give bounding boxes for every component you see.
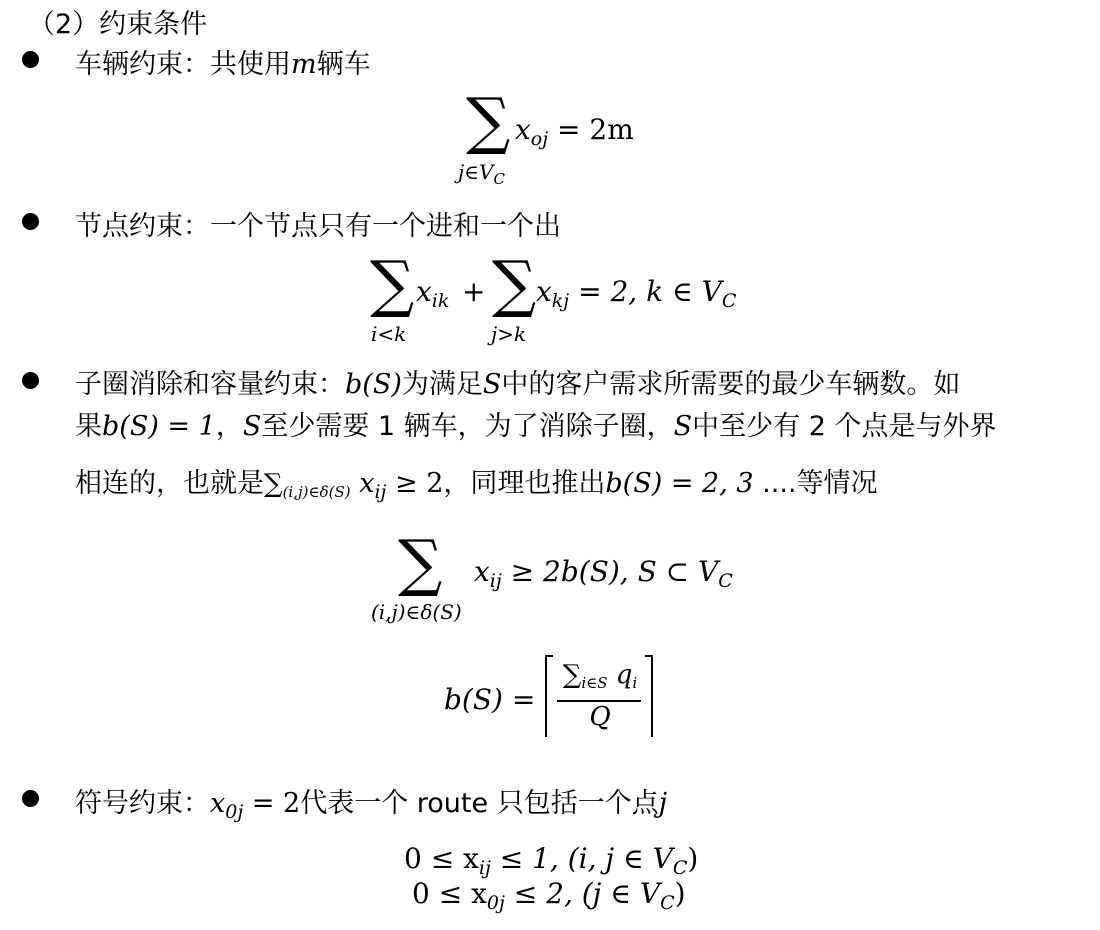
bullet xyxy=(22,372,39,389)
subtour-line-3: 相连的，也就是∑(i,j)∈δ(S) $x_{ij} \ge 2$，同理也推出b(S) = 2, 3 ....等情况 xyxy=(75,468,878,503)
sign-constraint-text: 符号约束：$x_{0j} = 2$代表一个 route 只包括一个点j xyxy=(75,788,668,823)
bullet xyxy=(22,213,39,230)
bullet xyxy=(22,51,39,68)
node-constraint-text: 节点约束：一个节点只有一个进和一个出 xyxy=(75,211,561,242)
sign-equation-2: $0 \le x_{0j} \le 2$, (j ∈ $V_C$) xyxy=(412,877,686,914)
subtour-line-2: 果b(S) = 1，S至少需要 1 辆车，为了消除子圈，S中至少有 2 个点是与外界 xyxy=(75,411,997,442)
subtour-line-1: 子圈消除和容量约束：b(S)为满足S中的客户需求所需要的最少车辆数。如 xyxy=(75,369,961,400)
bullet xyxy=(22,790,39,807)
sign-equation-1: $0 \le x_{ij} \le 1$, (i, j ∈ $V_C$) xyxy=(404,842,699,879)
section-heading: （2）约束条件 xyxy=(28,9,208,40)
vehicle-constraint-text: 车辆约束：共使用m辆车 xyxy=(75,49,371,80)
